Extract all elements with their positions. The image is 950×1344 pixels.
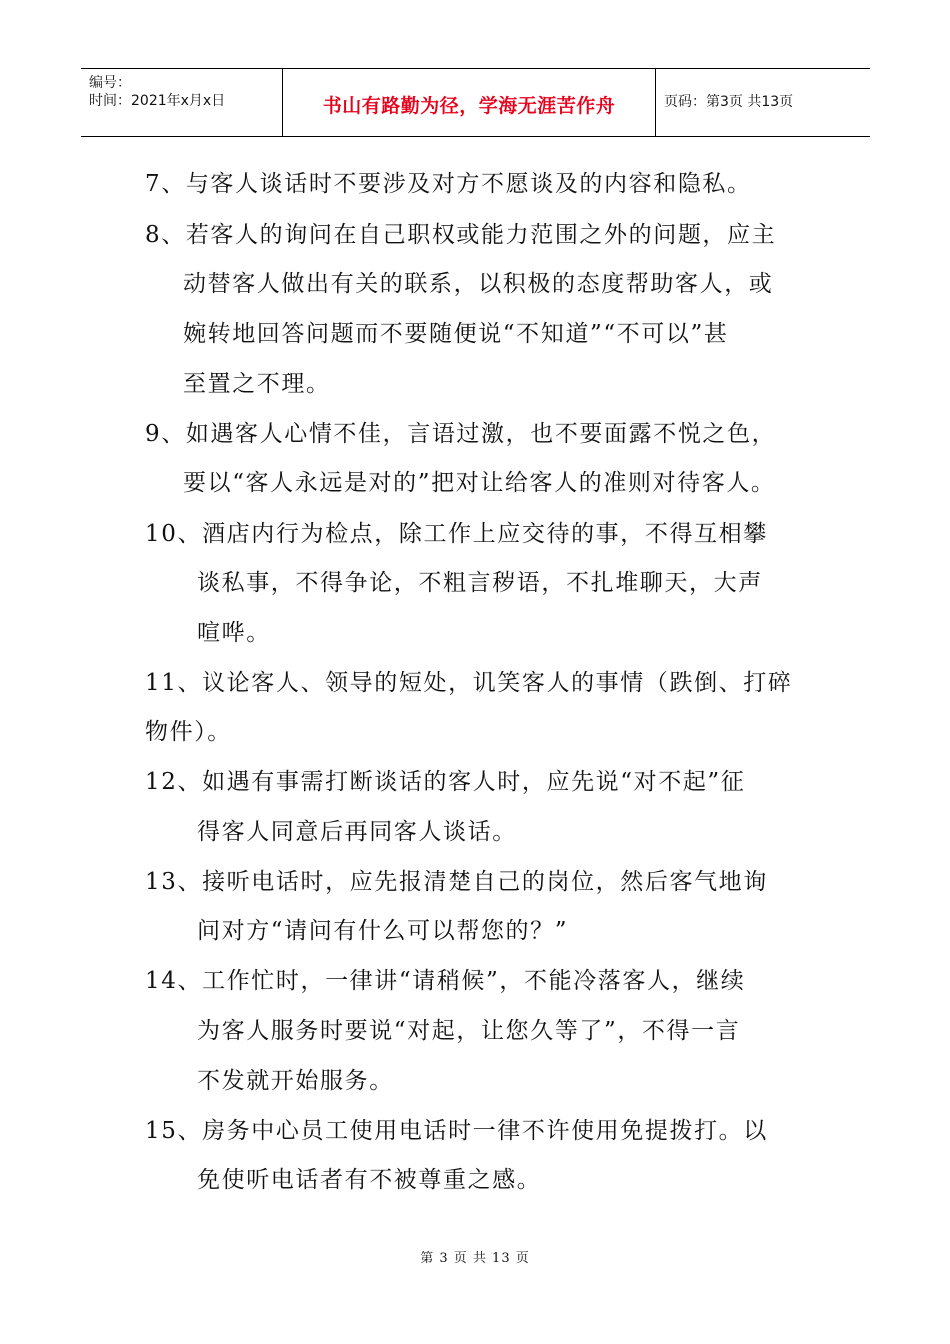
- text-line: 物件）。: [145, 719, 232, 745]
- motto-text: 书山有路勤为径，学海无涯苦作舟: [322, 95, 616, 117]
- page-footer: 第 3 页 共 13 页: [420, 1251, 530, 1266]
- text-line: 11、议论客人、领导的短处，讥笑客人的事情（跌倒、打碎: [145, 670, 793, 696]
- text-line: 免使听电话者有不被尊重之感。: [197, 1167, 542, 1193]
- header-page-cell: [656, 69, 870, 136]
- text-line: 14、工作忙时，一律讲“请稍候”，不能冷落客人，继续: [145, 968, 746, 994]
- text-line: 得客人同意后再同客人谈话。: [197, 819, 517, 845]
- text-line: 谈私事，不得争论，不粗言秽语，不扎堆聊天，大声: [197, 570, 763, 596]
- text-line: 8、若客人的询问在自己职权或能力范围之外的问题，应主: [145, 222, 777, 248]
- text-line: 9、如遇客人心情不佳，言语过激，也不要面露不悦之色，: [145, 421, 777, 447]
- text-line: 至置之不理。: [183, 371, 331, 397]
- document-header: [81, 68, 870, 137]
- text-line: 问对方“请问有什么可以帮您的？”: [197, 918, 569, 944]
- text-line: 要以“客人永远是对的”把对让给客人的准则对待客人。: [183, 470, 776, 496]
- text-line: 动替客人做出有关的联系，以积极的态度帮助客人，或: [183, 271, 774, 297]
- text-line: 不发就开始服务。: [197, 1068, 394, 1094]
- header-motto-cell: [283, 69, 656, 136]
- text-line: 12、如遇有事需打断谈话的客人时，应先说“对不起”征: [145, 769, 746, 795]
- text-line: 7、与客人谈话时不要涉及对方不愿谈及的内容和隐私。: [145, 171, 752, 197]
- header-info-cell: [81, 69, 283, 136]
- text-line: 10、酒店内行为检点，除工作上应交待的事，不得互相攀: [145, 521, 768, 547]
- text-line: 婉转地回答问题而不要随便说“不知道”“不可以”甚: [183, 321, 729, 347]
- number-label: 编号：: [89, 75, 131, 91]
- text-line: 为客人服务时要说“对起，让您久等了”，不得一言: [197, 1018, 741, 1044]
- page-info: 页码：第3页 共13页: [664, 94, 794, 110]
- text-line: 13、接听电话时，应先报清楚自己的岗位，然后客气地询: [145, 869, 768, 895]
- text-line: 喧哗。: [197, 620, 271, 646]
- text-line: 15、房务中心员工使用电话时一律不许使用免提拨打。以: [145, 1118, 768, 1144]
- time-label: 时间：2021年x月x日: [89, 93, 226, 109]
